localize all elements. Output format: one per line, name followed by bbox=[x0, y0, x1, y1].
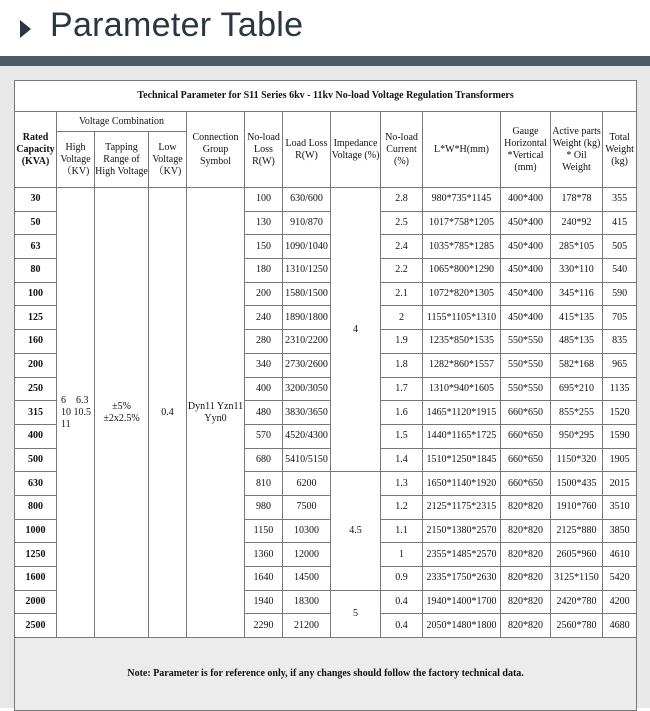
active-parts-weight-cell: 485*135 bbox=[551, 330, 603, 354]
load-loss-cell: 21200 bbox=[283, 614, 331, 638]
header-gauge: Gauge Horizontal *Vertical (mm) bbox=[501, 112, 551, 188]
noload-current-cell: 1.8 bbox=[381, 353, 423, 377]
impedance-voltage-cell: 5 bbox=[331, 590, 381, 637]
active-parts-weight-cell: 240*92 bbox=[551, 211, 603, 235]
rated-capacity-cell: 125 bbox=[15, 306, 57, 330]
gauge-cell: 660*650 bbox=[501, 401, 551, 425]
header-noload-current: No-load Current (%) bbox=[381, 112, 423, 188]
header-dimensions: L*W*H(mm) bbox=[423, 112, 501, 188]
active-parts-weight-cell: 345*116 bbox=[551, 282, 603, 306]
low-voltage-cell: 0.4 bbox=[149, 188, 187, 638]
dimensions-cell: 2125*1175*2315 bbox=[423, 495, 501, 519]
dimensions-cell: 1650*1140*1920 bbox=[423, 472, 501, 496]
active-parts-weight-cell: 330*110 bbox=[551, 259, 603, 283]
active-parts-weight-cell: 1150*320 bbox=[551, 448, 603, 472]
noload-loss-cell: 200 bbox=[245, 282, 283, 306]
load-loss-cell: 630/600 bbox=[283, 188, 331, 212]
noload-loss-cell: 340 bbox=[245, 353, 283, 377]
total-weight-cell: 835 bbox=[603, 330, 637, 354]
load-loss-cell: 18300 bbox=[283, 590, 331, 614]
header-tapping-range: Tapping Range of High Voltage bbox=[95, 132, 149, 188]
rated-capacity-cell: 800 bbox=[15, 495, 57, 519]
rated-capacity-cell: 400 bbox=[15, 424, 57, 448]
header-high-voltage: High Voltage （KV) bbox=[57, 132, 95, 188]
rated-capacity-cell: 63 bbox=[15, 235, 57, 259]
gauge-cell: 550*550 bbox=[501, 377, 551, 401]
gauge-cell: 400*400 bbox=[501, 188, 551, 212]
noload-current-cell: 1.1 bbox=[381, 519, 423, 543]
gauge-cell: 660*650 bbox=[501, 424, 551, 448]
rated-capacity-cell: 160 bbox=[15, 330, 57, 354]
active-parts-weight-cell: 2125*880 bbox=[551, 519, 603, 543]
load-loss-cell: 5410/5150 bbox=[283, 448, 331, 472]
total-weight-cell: 540 bbox=[603, 259, 637, 283]
gauge-cell: 820*820 bbox=[501, 519, 551, 543]
noload-current-cell: 2 bbox=[381, 306, 423, 330]
noload-current-cell: 1.3 bbox=[381, 472, 423, 496]
noload-loss-cell: 980 bbox=[245, 495, 283, 519]
noload-current-cell: 1.5 bbox=[381, 424, 423, 448]
noload-current-cell: 0.9 bbox=[381, 567, 423, 591]
gauge-cell: 820*820 bbox=[501, 567, 551, 591]
rated-capacity-cell: 50 bbox=[15, 211, 57, 235]
load-loss-cell: 1890/1800 bbox=[283, 306, 331, 330]
dimensions-cell: 2355*1485*2570 bbox=[423, 543, 501, 567]
high-voltage-cell: 6 6.3 10 10.5 11 bbox=[57, 188, 95, 638]
gauge-cell: 820*820 bbox=[501, 614, 551, 638]
load-loss-cell: 7500 bbox=[283, 495, 331, 519]
note-row bbox=[15, 638, 637, 711]
active-parts-weight-cell: 3125*1150 bbox=[551, 567, 603, 591]
noload-current-cell: 1.7 bbox=[381, 377, 423, 401]
total-weight-cell: 4200 bbox=[603, 590, 637, 614]
dimensions-cell: 2150*1380*2570 bbox=[423, 519, 501, 543]
header-low-voltage: Low Voltage （KV) bbox=[149, 132, 187, 188]
dimensions-cell: 1072*820*1305 bbox=[423, 282, 501, 306]
load-loss-cell: 1310/1250 bbox=[283, 259, 331, 283]
impedance-voltage-cell: 4.5 bbox=[331, 472, 381, 590]
total-weight-cell: 5420 bbox=[603, 567, 637, 591]
noload-current-cell: 0.4 bbox=[381, 590, 423, 614]
gauge-cell: 450*400 bbox=[501, 211, 551, 235]
total-weight-cell: 4610 bbox=[603, 543, 637, 567]
dimensions-cell: 980*735*1145 bbox=[423, 188, 501, 212]
gauge-cell: 450*400 bbox=[501, 259, 551, 283]
total-weight-cell: 3510 bbox=[603, 495, 637, 519]
noload-current-cell: 2.4 bbox=[381, 235, 423, 259]
load-loss-cell: 12000 bbox=[283, 543, 331, 567]
dimensions-cell: 1035*785*1285 bbox=[423, 235, 501, 259]
total-weight-cell: 4680 bbox=[603, 614, 637, 638]
dimensions-cell: 1017*758*1205 bbox=[423, 211, 501, 235]
load-loss-cell: 1580/1500 bbox=[283, 282, 331, 306]
total-weight-cell: 1520 bbox=[603, 401, 637, 425]
noload-loss-cell: 480 bbox=[245, 401, 283, 425]
header-impedance-voltage: Impedance Voltage (%) bbox=[331, 112, 381, 188]
noload-loss-cell: 1360 bbox=[245, 543, 283, 567]
total-weight-cell: 590 bbox=[603, 282, 637, 306]
active-parts-weight-cell: 695*210 bbox=[551, 377, 603, 401]
dimensions-cell: 1940*1400*1700 bbox=[423, 590, 501, 614]
rated-capacity-cell: 250 bbox=[15, 377, 57, 401]
total-weight-cell: 965 bbox=[603, 353, 637, 377]
active-parts-weight-cell: 2605*960 bbox=[551, 543, 603, 567]
load-loss-cell: 910/870 bbox=[283, 211, 331, 235]
load-loss-cell: 2730/2600 bbox=[283, 353, 331, 377]
header-divider-bar bbox=[0, 56, 650, 66]
noload-loss-cell: 150 bbox=[245, 235, 283, 259]
page-header bbox=[0, 0, 650, 62]
gauge-cell: 450*400 bbox=[501, 235, 551, 259]
noload-current-cell: 2.8 bbox=[381, 188, 423, 212]
dimensions-cell: 2050*1480*1800 bbox=[423, 614, 501, 638]
noload-loss-cell: 680 bbox=[245, 448, 283, 472]
noload-current-cell: 1.9 bbox=[381, 330, 423, 354]
table-note: Note: Parameter is for reference only, if any changes should follow the factory technical data. bbox=[127, 668, 524, 680]
active-parts-weight-cell: 950*295 bbox=[551, 424, 603, 448]
active-parts-weight-cell: 582*168 bbox=[551, 353, 603, 377]
dimensions-cell: 1465*1120*1915 bbox=[423, 401, 501, 425]
gauge-cell: 820*820 bbox=[501, 590, 551, 614]
gauge-cell: 660*650 bbox=[501, 472, 551, 496]
load-loss-cell: 6200 bbox=[283, 472, 331, 496]
rated-capacity-cell: 2000 bbox=[15, 590, 57, 614]
parameter-table bbox=[14, 80, 637, 711]
total-weight-cell: 2015 bbox=[603, 472, 637, 496]
rated-capacity-cell: 1000 bbox=[15, 519, 57, 543]
header-total-weight: Total Weight (kg) bbox=[603, 112, 637, 188]
rated-capacity-cell: 500 bbox=[15, 448, 57, 472]
table-caption: Technical Parameter for S11 Series 6kv - 11kv No-load Voltage Regulation Transformers bbox=[15, 81, 637, 112]
rated-capacity-cell: 30 bbox=[15, 188, 57, 212]
load-loss-cell: 14500 bbox=[283, 567, 331, 591]
rated-capacity-cell: 80 bbox=[15, 259, 57, 283]
gauge-cell: 450*400 bbox=[501, 306, 551, 330]
total-weight-cell: 1135 bbox=[603, 377, 637, 401]
gauge-cell: 660*650 bbox=[501, 448, 551, 472]
load-loss-cell: 1090/1040 bbox=[283, 235, 331, 259]
impedance-voltage-cell: 4 bbox=[331, 188, 381, 472]
noload-loss-cell: 1150 bbox=[245, 519, 283, 543]
active-parts-weight-cell: 2420*780 bbox=[551, 590, 603, 614]
active-parts-weight-cell: 855*255 bbox=[551, 401, 603, 425]
noload-current-cell: 2.1 bbox=[381, 282, 423, 306]
rated-capacity-cell: 2500 bbox=[15, 614, 57, 638]
header-noload-loss: No-load Loss R(W) bbox=[245, 112, 283, 188]
play-arrow-icon bbox=[20, 20, 31, 38]
active-parts-weight-cell: 1500*435 bbox=[551, 472, 603, 496]
load-loss-cell: 3830/3650 bbox=[283, 401, 331, 425]
dimensions-cell: 2335*1750*2630 bbox=[423, 567, 501, 591]
dimensions-cell: 1282*860*1557 bbox=[423, 353, 501, 377]
dimensions-cell: 1510*1250*1845 bbox=[423, 448, 501, 472]
active-parts-weight-cell: 1910*760 bbox=[551, 495, 603, 519]
header-load-loss: Load Loss R(W) bbox=[283, 112, 331, 188]
noload-loss-cell: 570 bbox=[245, 424, 283, 448]
noload-current-cell: 1.2 bbox=[381, 495, 423, 519]
dimensions-cell: 1065*800*1290 bbox=[423, 259, 501, 283]
dimensions-cell: 1155*1105*1310 bbox=[423, 306, 501, 330]
total-weight-cell: 355 bbox=[603, 188, 637, 212]
noload-loss-cell: 810 bbox=[245, 472, 283, 496]
active-parts-weight-cell: 2560*780 bbox=[551, 614, 603, 638]
header-rated-capacity: Rated Capacity (KVA) bbox=[15, 112, 57, 188]
dimensions-cell: 1440*1165*1725 bbox=[423, 424, 501, 448]
rated-capacity-cell: 315 bbox=[15, 401, 57, 425]
gauge-cell: 820*820 bbox=[501, 543, 551, 567]
noload-current-cell: 2.2 bbox=[381, 259, 423, 283]
noload-current-cell: 1.4 bbox=[381, 448, 423, 472]
active-parts-weight-cell: 178*78 bbox=[551, 188, 603, 212]
noload-loss-cell: 400 bbox=[245, 377, 283, 401]
noload-loss-cell: 100 bbox=[245, 188, 283, 212]
tapping-range-cell: ±5% ±2x2.5% bbox=[95, 188, 149, 638]
dimensions-cell: 1310*940*1605 bbox=[423, 377, 501, 401]
table-row bbox=[15, 188, 637, 212]
noload-loss-cell: 180 bbox=[245, 259, 283, 283]
connection-group-cell: Dyn11 Yzn11 Yyn0 bbox=[187, 188, 245, 638]
load-loss-cell: 2310/2200 bbox=[283, 330, 331, 354]
noload-loss-cell: 1640 bbox=[245, 567, 283, 591]
active-parts-weight-cell: 415*135 bbox=[551, 306, 603, 330]
noload-current-cell: 2.5 bbox=[381, 211, 423, 235]
noload-loss-cell: 1940 bbox=[245, 590, 283, 614]
rated-capacity-cell: 630 bbox=[15, 472, 57, 496]
header-voltage-combination: Voltage Combination bbox=[57, 112, 187, 132]
noload-loss-cell: 2290 bbox=[245, 614, 283, 638]
total-weight-cell: 3850 bbox=[603, 519, 637, 543]
header-active-parts-weight: Active parts Weight (kg) * Oil Weight bbox=[551, 112, 603, 188]
gauge-cell: 550*550 bbox=[501, 330, 551, 354]
total-weight-cell: 505 bbox=[603, 235, 637, 259]
noload-current-cell: 0.4 bbox=[381, 614, 423, 638]
noload-loss-cell: 280 bbox=[245, 330, 283, 354]
rated-capacity-cell: 1250 bbox=[15, 543, 57, 567]
total-weight-cell: 705 bbox=[603, 306, 637, 330]
noload-loss-cell: 130 bbox=[245, 211, 283, 235]
active-parts-weight-cell: 285*105 bbox=[551, 235, 603, 259]
load-loss-cell: 10300 bbox=[283, 519, 331, 543]
total-weight-cell: 1905 bbox=[603, 448, 637, 472]
noload-current-cell: 1.6 bbox=[381, 401, 423, 425]
total-weight-cell: 1590 bbox=[603, 424, 637, 448]
gauge-cell: 820*820 bbox=[501, 495, 551, 519]
noload-current-cell: 1 bbox=[381, 543, 423, 567]
rated-capacity-cell: 1600 bbox=[15, 567, 57, 591]
gauge-cell: 550*550 bbox=[501, 353, 551, 377]
gauge-cell: 450*400 bbox=[501, 282, 551, 306]
rated-capacity-cell: 100 bbox=[15, 282, 57, 306]
header-connection-group: Connection Group Symbol bbox=[187, 112, 245, 188]
page-title: Parameter Table bbox=[50, 6, 304, 44]
noload-loss-cell: 240 bbox=[245, 306, 283, 330]
load-loss-cell: 4520/4300 bbox=[283, 424, 331, 448]
dimensions-cell: 1235*850*1535 bbox=[423, 330, 501, 354]
load-loss-cell: 3200/3050 bbox=[283, 377, 331, 401]
total-weight-cell: 415 bbox=[603, 211, 637, 235]
rated-capacity-cell: 200 bbox=[15, 353, 57, 377]
